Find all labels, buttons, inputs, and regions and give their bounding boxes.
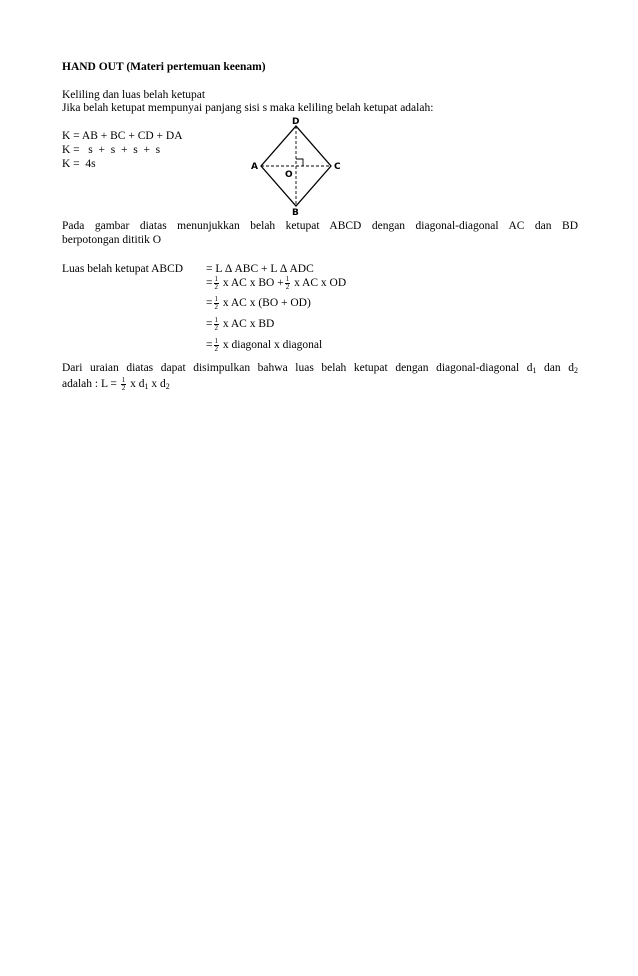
- conclusion-line-1: Dari uraian diatas dapat disimpulkan bahwa luas belah ketupat dengan diagonal-diagonal $d_1$ dan $d_2$: [62, 362, 578, 375]
- equals-sign: =: [206, 277, 213, 290]
- fraction-half: $\frac{1}{2}$: [285, 275, 290, 291]
- label-b: B: [292, 208, 299, 218]
- area-eq-2: [206, 276, 346, 291]
- label-a: A: [251, 162, 258, 172]
- area-label: Luas belah ketupat ABCD: [62, 263, 184, 275]
- fraction-half: $\frac{1}{2}$: [214, 295, 218, 311]
- right-angle-marker: [296, 159, 303, 166]
- perimeter-line-2: K = s + s + s + s: [62, 144, 161, 156]
- area-eq-4: = $\frac{1}{2}$ x AC x BD: [206, 316, 275, 332]
- intro-text: Jika belah ketupat mempunyai panjang sisi s maka keliling belah ketupat adalah:: [62, 102, 434, 114]
- area-eq-3: = $\frac{1}{2}$ x AC x (BO + OD): [206, 295, 311, 311]
- rhombus-outline: [261, 126, 331, 206]
- perimeter-line-1: K = AB + BC + CD + DA: [62, 130, 183, 142]
- fraction-half: $\frac{1}{2}$: [214, 275, 218, 291]
- eq3-text: x AC x (BO + OD): [222, 297, 311, 310]
- fraction-half: $\frac{1}{2}$: [214, 316, 218, 332]
- eq2-text-2: x AC x OD: [294, 277, 347, 290]
- fraction-half: $\frac{1}{2}$: [214, 337, 218, 353]
- eq5-text: x diagonal x diagonal: [222, 339, 323, 352]
- eq4-text: x AC x BD: [222, 318, 275, 331]
- fraction-half: $\frac{1}{2}$: [121, 376, 126, 392]
- description-line-2: berpotongan dititik O: [62, 234, 162, 246]
- perimeter-line-3: K = 4s: [62, 158, 96, 170]
- page-title: HAND OUT (Materi pertemuan keenam): [62, 61, 266, 73]
- area-eq-5: = $\frac{1}{2}$ x diagonal x diagonal: [206, 337, 323, 353]
- label-o: O: [285, 170, 293, 180]
- conclusion-line-2: adalah : L = $\frac{1}{2}$ x $d_1$ x $d_2$: [62, 376, 170, 392]
- description-line-1: Pada gambar diatas menunjukkan belah ketupat ABCD dengan diagonal-diagonal AC dan BD: [62, 220, 578, 232]
- label-d: D: [292, 117, 300, 127]
- eq2-text-1: x AC x BO +: [222, 277, 284, 290]
- label-c: C: [334, 162, 341, 172]
- subheading: Keliling dan luas belah ketupat: [62, 89, 206, 101]
- area-eq-1: = L Δ ABC + L Δ ADC: [206, 263, 314, 275]
